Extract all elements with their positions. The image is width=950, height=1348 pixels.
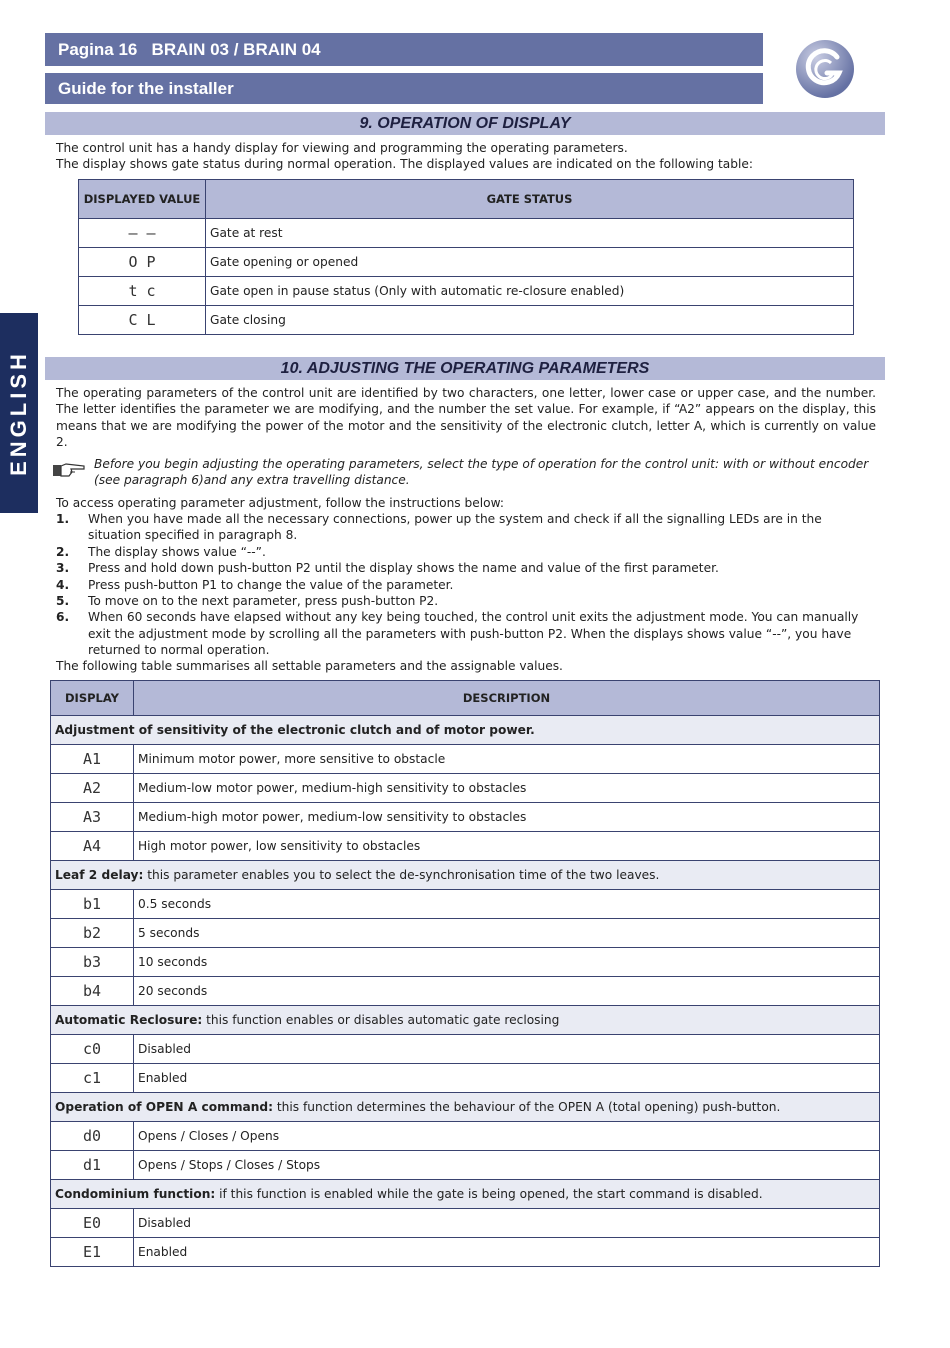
step-number: 1. xyxy=(56,512,70,526)
param-code: c0 xyxy=(51,1035,134,1064)
param-text: 0.5 seconds xyxy=(134,890,880,919)
table-row xyxy=(51,977,880,1006)
table-row xyxy=(51,1151,880,1180)
param-text: 10 seconds xyxy=(134,948,880,977)
section-10-paragraph: The operating parameters of the control unit are identified by two characters, one letter, lower case or upper case, and the number. The letter identifies the parameter we are modifying, and the number the set value. For example, if “A2” appears on the display, this means that we are modifying the power of the motor and the sensitivity of the electronic clutch, letter A, which is currently on value 2. xyxy=(56,386,876,450)
group-row xyxy=(51,1006,880,1035)
display-value: – – xyxy=(79,219,206,248)
param-code: E1 xyxy=(51,1238,134,1267)
header-subtitle-text: Guide for the installer xyxy=(58,78,234,98)
group-title: Operation of OPEN A command: xyxy=(55,1100,274,1114)
group-title: Leaf 2 delay: xyxy=(55,868,144,882)
param-code: d1 xyxy=(51,1151,134,1180)
list-item xyxy=(56,544,876,560)
step-text: Press push-button P1 to change the value of the parameter. xyxy=(88,577,454,592)
param-text: 20 seconds xyxy=(134,977,880,1006)
display-value: C L xyxy=(79,306,206,335)
section-9-intro-2: The display shows gate status during normal operation. The displayed values are indicated on the following table: xyxy=(56,157,754,171)
step-text: When you have made all the necessary connections, power up the system and check if all the signalling LEDs are in the situation specified in paragraph 8. xyxy=(88,512,822,543)
parameters-table xyxy=(50,680,880,1267)
step-number: 5. xyxy=(56,594,70,609)
table-row xyxy=(79,277,854,306)
param-code: b4 xyxy=(51,977,134,1006)
group-title: Automatic Reclosure: xyxy=(55,1013,203,1027)
table-row xyxy=(51,832,880,861)
table-row xyxy=(79,248,854,277)
group-desc: this parameter enables you to select the de-synchronisation time of the two leaves. xyxy=(143,868,660,882)
table-summary: The following table summarises all settable parameters and the assignable values. xyxy=(56,659,563,673)
param-text: Disabled xyxy=(134,1035,880,1064)
step-number: 4. xyxy=(56,577,70,592)
group-row xyxy=(51,1180,880,1209)
display-value: O P xyxy=(79,248,206,277)
param-code: b3 xyxy=(51,948,134,977)
list-item xyxy=(56,511,876,544)
table-row xyxy=(51,745,880,774)
gate-status: Gate open in pause status (Only with automatic re-closure enabled) xyxy=(206,277,854,306)
param-code: A1 xyxy=(51,745,134,774)
gate-status-table xyxy=(78,179,854,335)
param-text: Enabled xyxy=(134,1238,880,1267)
section-10-title: 10. ADJUSTING THE OPERATING PARAMETERS xyxy=(45,357,885,380)
param-text: Medium-high motor power, medium-low sensitivity to obstacles xyxy=(134,803,880,832)
table-row xyxy=(51,803,880,832)
param-code: d0 xyxy=(51,1122,134,1151)
group-desc: if this function is enabled while the gate is being opened, the start command is disabled. xyxy=(215,1187,763,1201)
col-gate-status: GATE STATUS xyxy=(206,180,854,219)
step-text: To move on to the next parameter, press push-button P2. xyxy=(88,594,439,609)
group-desc: this function enables or disables automatic gate reclosing xyxy=(202,1013,560,1027)
param-text: Opens / Stops / Closes / Stops xyxy=(134,1151,880,1180)
page-header-title xyxy=(45,33,763,66)
table-row xyxy=(51,1122,880,1151)
table-row xyxy=(51,774,880,803)
list-item xyxy=(56,609,876,658)
table-row xyxy=(51,919,880,948)
group-title: Condominium function: xyxy=(55,1187,216,1201)
col-display: DISPLAY xyxy=(51,681,134,716)
access-instructions: To access operating parameter adjustment, follow the instructions below: xyxy=(56,496,505,510)
group-row xyxy=(51,716,880,745)
gate-status: Gate at rest xyxy=(206,219,854,248)
param-code: A4 xyxy=(51,832,134,861)
col-description: DESCRIPTION xyxy=(134,681,880,716)
table-row xyxy=(51,1238,880,1267)
gate-status: Gate closing xyxy=(206,306,854,335)
table-row xyxy=(51,1064,880,1093)
table-row xyxy=(51,1209,880,1238)
step-number: 2. xyxy=(56,544,70,559)
step-number: 3. xyxy=(56,561,70,576)
param-text: Enabled xyxy=(134,1064,880,1093)
param-code: A3 xyxy=(51,803,134,832)
param-code: E0 xyxy=(51,1209,134,1238)
table-row xyxy=(51,948,880,977)
list-item xyxy=(56,577,876,593)
list-item xyxy=(56,560,876,576)
param-text: Minimum motor power, more sensitive to obstacle xyxy=(134,745,880,774)
group-desc: this function determines the behaviour of the OPEN A (total opening) push-button. xyxy=(273,1100,781,1114)
steps-list xyxy=(56,511,876,659)
group-title: Adjustment of sensitivity of the electronic clutch and of motor power. xyxy=(55,723,535,737)
group-row xyxy=(51,861,880,890)
table-row xyxy=(51,1035,880,1064)
brand-logo-icon xyxy=(795,39,855,99)
step-text: The display shows value “--”. xyxy=(88,544,266,559)
language-label: ENGLISH xyxy=(6,350,31,476)
param-code: c1 xyxy=(51,1064,134,1093)
param-code: b2 xyxy=(51,919,134,948)
header-title-text: Pagina 16 BRAIN 03 / BRAIN 04 xyxy=(58,39,321,59)
param-text: High motor power, low sensitivity to obstacles xyxy=(134,832,880,861)
operation-note-text: Before you begin adjusting the operating parameters, select the type of operation for the control unit: with or without encoder (see paragraph 6)and any extra travelling distance. xyxy=(94,457,869,488)
param-text: Disabled xyxy=(134,1209,880,1238)
param-text: 5 seconds xyxy=(134,919,880,948)
step-text: Press and hold down push-button P2 until the display shows the name and value of the first parameter. xyxy=(88,561,719,576)
step-text: When 60 seconds have elapsed without any key being touched, the control unit exits the adjustment mode. You can manually exit the adjustment mode by scrolling all the parameters with push-button P2. When the displays shows value “--”, you have returned to normal operation. xyxy=(88,610,859,658)
table-row xyxy=(79,219,854,248)
pointing-hand-icon xyxy=(52,460,86,480)
param-code: b1 xyxy=(51,890,134,919)
list-item xyxy=(56,593,876,609)
language-side-tab xyxy=(0,313,38,513)
table-row xyxy=(79,306,854,335)
section-9-title: 9. OPERATION OF DISPLAY xyxy=(45,112,885,135)
table-row xyxy=(51,890,880,919)
group-row xyxy=(51,1093,880,1122)
operation-note xyxy=(94,456,876,488)
param-text: Medium-low motor power, medium-high sensitivity to obstacles xyxy=(134,774,880,803)
col-displayed-value: DISPLAYED VALUE xyxy=(79,180,206,219)
gate-status: Gate opening or opened xyxy=(206,248,854,277)
section-9-intro-1: The control unit has a handy display for viewing and programming the operating parameters. xyxy=(56,141,628,155)
step-number: 6. xyxy=(56,610,70,625)
param-code: A2 xyxy=(51,774,134,803)
param-text: Opens / Closes / Opens xyxy=(134,1122,880,1151)
display-value: t c xyxy=(79,277,206,306)
page-header-subtitle xyxy=(45,73,763,104)
